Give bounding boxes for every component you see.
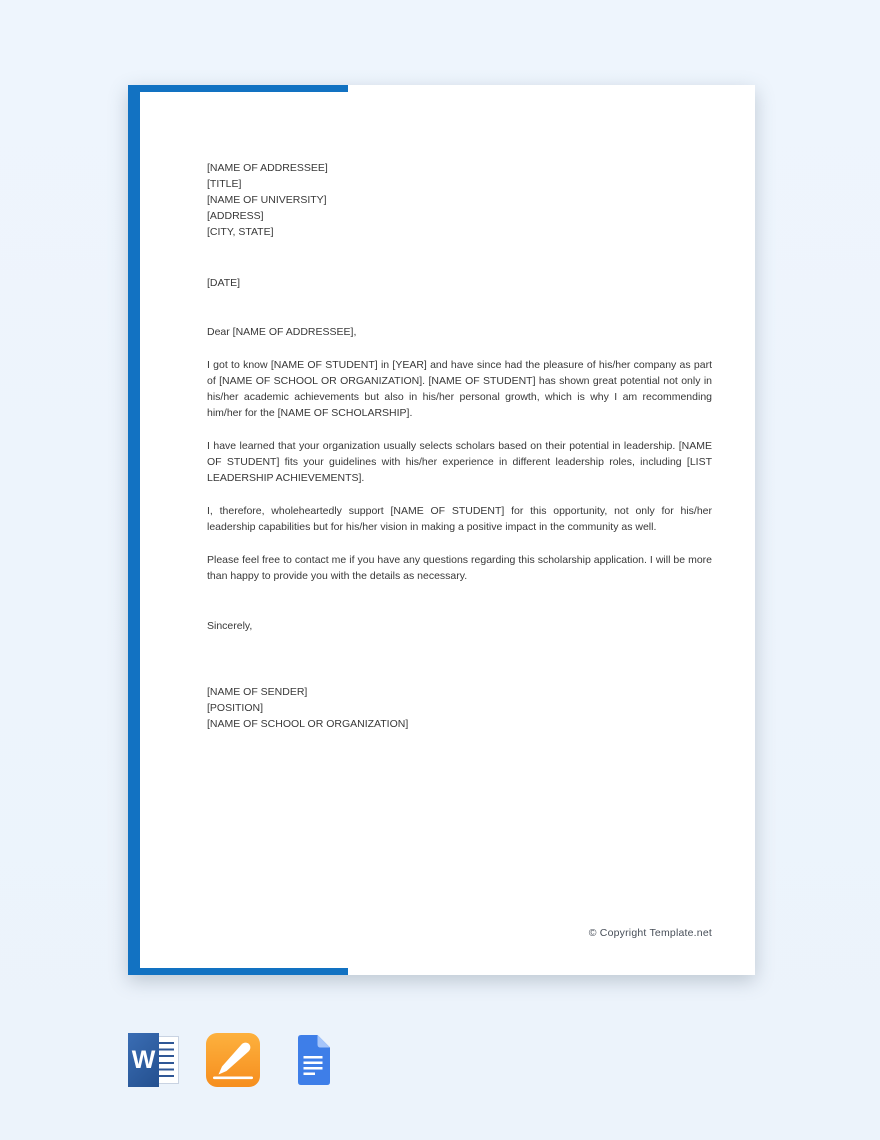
recipient-address: [ADDRESS] [207,210,264,222]
date-line: [DATE] [207,277,241,289]
docs-document-glyph [284,1033,338,1087]
sender-position: [POSITION] [207,702,264,714]
pen-glyph [206,1033,260,1087]
recipient-name: [NAME OF ADDRESSEE] [207,162,328,174]
closing: Sincerely, [207,620,253,632]
accent-bar-left [128,85,140,975]
copyright-notice: © Copyright Template.net [588,927,712,939]
sender-name: [NAME OF SENDER] [207,686,308,698]
recipient-university: [NAME OF UNIVERSITY] [207,194,327,206]
recipient-block [207,160,712,240]
accent-bar-top [128,85,348,92]
body-paragraph-1: I got to know [NAME OF STUDENT] in [YEAR] and have since had the pleasure of his/her company as part of [NAME OF SCHOOL OR ORGANIZATION]. [NAME OF STUDENT] has shown great potential not only in his/her academic achievements but also in his/her personal growth, which is why I am recommending him/her for the [NAME OF SCHOLARSHIP]. [207,359,712,419]
sender-organization: [NAME OF SCHOOL OR ORGANIZATION] [207,718,409,730]
salutation: Dear [NAME OF ADDRESSEE], [207,326,357,338]
recipient-city-state: [CITY, STATE] [207,226,274,238]
recipient-title: [TITLE] [207,178,242,190]
signature-block [207,684,712,732]
apple-pages-icon[interactable] [206,1033,260,1087]
body-paragraph-3: I, therefore, wholeheartedly support [NAME OF STUDENT] for this opportunity, not only for his/her leadership capabilities but for his/her vision in making a positive impact in the community as well. [207,505,712,533]
word-letter: W [131,1045,156,1074]
letter-body [207,160,712,732]
word-letter-panel [128,1033,159,1087]
body-paragraph-4: Please feel free to contact me if you have any questions regarding this scholarship application. I will be more than happy to provide you with the details as necessary. [207,554,712,582]
accent-bar-bottom [128,968,348,975]
body-paragraph-2: I have learned that your organization usually selects scholars based on their potential in leadership. [NAME OF STUDENT] fits your guidelines with his/her experience in different leadership roles, including [LIST LEADERSHIP ACHIEVEMENTS]. [207,440,712,484]
ms-word-icon[interactable] [128,1033,182,1087]
file-format-icon-row [128,1033,338,1087]
letter-page [128,85,755,975]
pages-background [206,1033,260,1087]
google-docs-icon[interactable] [284,1033,338,1087]
